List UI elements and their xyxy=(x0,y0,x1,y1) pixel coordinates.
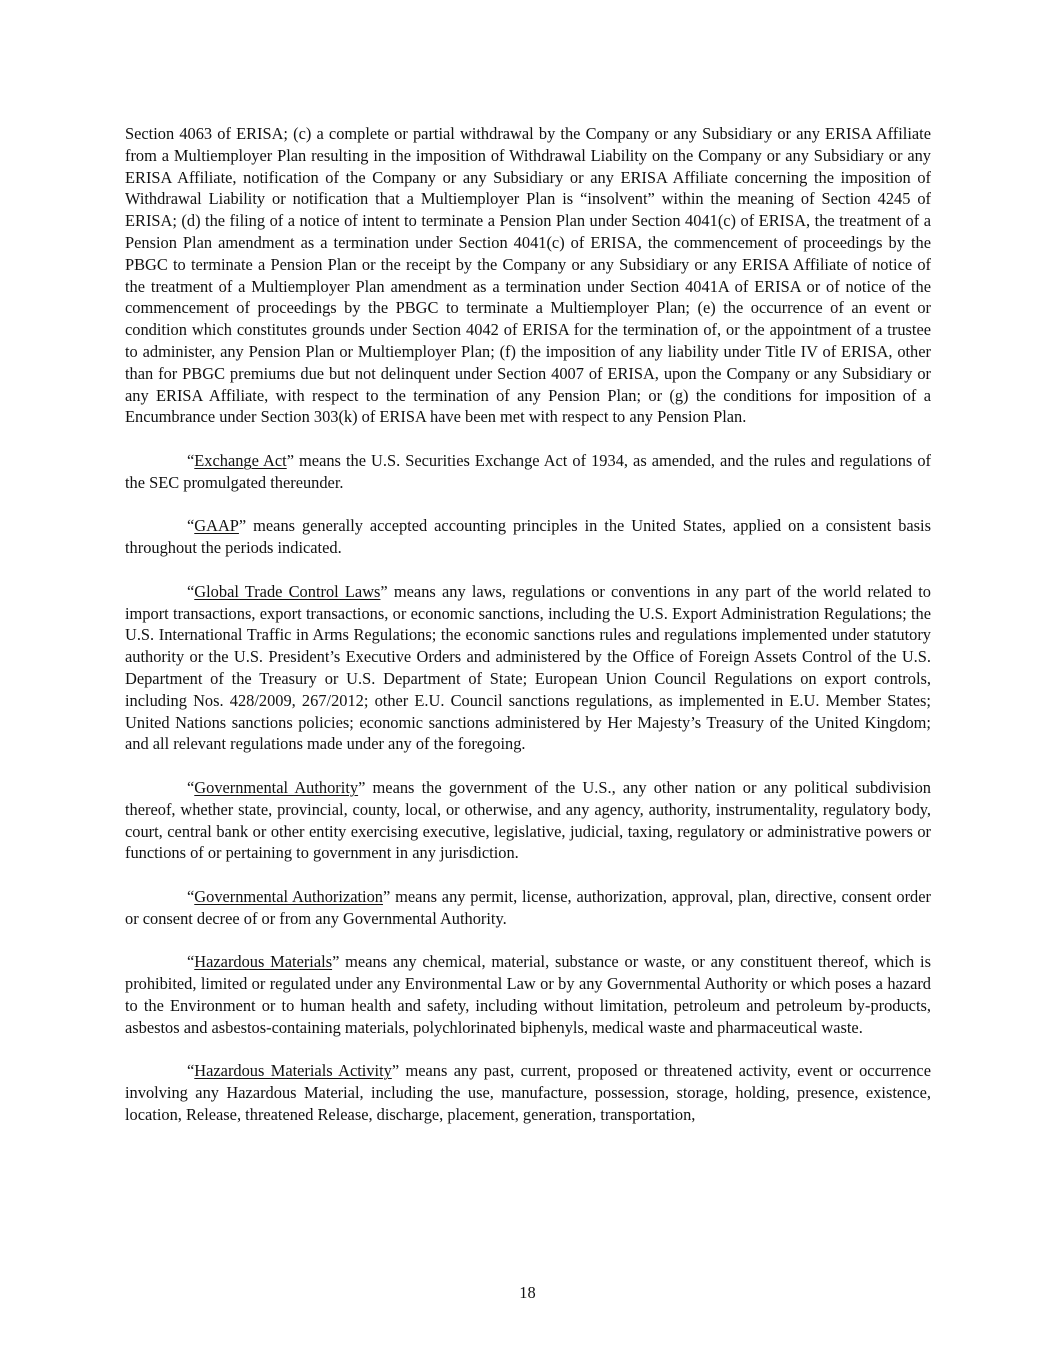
open-quote: “ xyxy=(187,450,195,470)
definition-text: means the government of the U.S., any other nation or any political subdivision thereof, whether state, provincial, county, local, or otherwise, and any agency, authority, instrumentality, regulatory body, court, central bank or other entity exercising executive, legislative, judicial, taxing, regulatory or administrative powers or functions of or pertaining to government in any jurisdiction. xyxy=(125,777,931,863)
defined-term: GAAP xyxy=(194,516,239,536)
close-quote: ” xyxy=(391,1061,400,1081)
definition-governmental-authorization xyxy=(125,886,931,930)
definition-hazardous-materials xyxy=(125,951,931,1038)
definition-governmental-authority xyxy=(125,777,931,864)
definition-gaap xyxy=(125,515,931,559)
close-quote: ” xyxy=(358,777,366,797)
open-quote: “ xyxy=(187,886,195,906)
definition-global-trade-control-laws xyxy=(125,581,931,755)
definition-text: means any laws, regulations or conventions in any part of the world related to import transactions, export transactions, or economic sanctions, including the U.S. Export Administration Regulations; the U.S. International Traffic in Arms Regulations; the economic sanctions rules and regulations implemented under statutory authority or the U.S. President’s Executive Orders and administered by the Office of Foreign Assets Control of the U.S. Department of the Treasury or U.S. Department of State; European Union Council Regulations on export controls, including Nos. 428/2009, 267/2012; other E.U. Council sanctions regulations, as implemented in E.U. Member States; United Nations sanctions policies; economic sanctions administered by Her Majesty’s Treasury of the United Kingdom; and all relevant regulations made under any of the foregoing. xyxy=(125,581,931,754)
open-quote: “ xyxy=(187,516,195,536)
defined-term: Exchange Act xyxy=(194,450,287,470)
definition-text: means any permit, license, authorization, approval, plan, directive, consent order or consent decree of or from any Governmental Authority. xyxy=(125,886,931,928)
definition-text: means the U.S. Securities Exchange Act of 1934, as amended, and the rules and regulations of the SEC promulgated thereunder. xyxy=(125,450,931,492)
definition-text: means generally accepted accounting principles in the United States, applied on a consistent basis throughout the periods indicated. xyxy=(125,516,931,558)
close-quote: ” xyxy=(238,516,247,536)
definition-text: means any chemical, material, substance or waste, or any constituent thereof, which is prohibited, limited or regulated under any Environmental Law or by any Governmental Authority or which poses a hazard to the Environment or to human health and safety, including without limitation, petroleum and petroleum by-products, asbestos and asbestos-containing materials, polychlorinated biphenyls, medical waste and pharmaceutical waste. xyxy=(125,952,931,1037)
close-quote: ” xyxy=(332,952,340,972)
close-quote: ” xyxy=(286,450,294,470)
defined-term: Governmental Authority xyxy=(194,777,359,797)
continuation-paragraph: Section 4063 of ERISA; (c) a complete or partial withdrawal by the Company or any Subsidiary or any ERISA Affiliate from a Multiemployer Plan resulting in the imposition of Withdrawal Liability on the Company or any Subsidiary or any ERISA Affiliate, notification of the Company or any Subsidiary or any ERISA Affiliate concerning the imposition of Withdrawal Liability or notification that a Multiemployer Plan is “insolvent” within the meaning of Section 4245 of ERISA; (d) the filing of a notice of intent to terminate a Pension Plan under Section 4041(c) of ERISA, the treatment of a Pension Plan amendment as a termination under Section 4041(c) of ERISA, the commencement of proceedings by the PBGC to terminate a Pension Plan or the receipt by the Company or any Subsidiary or any ERISA Affiliate of notice of the treatment of a Multiemployer Plan amendment as a termination under Section 4041A of ERISA or of notice of the commencement of proceedings by the PBGC to terminate a Multiemployer Plan; (e) the occurrence of an event or condition which constitutes grounds under Section 4042 of ERISA for the termination of, or the appointment of a trustee to administer, any Pension Plan or Multiemployer Plan; (f) the imposition of any liability under Title IV of ERISA, other than for PBGC premiums due but not delinquent under Section 4007 of ERISA, upon the Company or any Subsidiary or any ERISA Affiliate, with respect to the termination of any Pension Plan; or (g) the conditions for imposition of a Encumbrance under Section 303(k) of ERISA have been met with respect to any Pension Plan. xyxy=(125,124,931,427)
definition-hazardous-materials-activity xyxy=(125,1060,931,1125)
document-page xyxy=(125,123,931,1147)
defined-term: Global Trade Control Laws xyxy=(194,581,381,601)
page-number: 18 xyxy=(519,1283,536,1302)
close-quote: ” xyxy=(380,581,388,601)
open-quote: “ xyxy=(187,1061,195,1081)
definition-text: means any past, current, proposed or threatened activity, event or occurrence involving any Hazardous Material, including the use, manufacture, possession, storage, holding, presence, existence, location, Release, threatened Release, discharge, placement, generation, transportation, xyxy=(125,1061,931,1124)
definition-exchange-act xyxy=(125,450,931,494)
defined-term: Hazardous Materials xyxy=(194,952,333,972)
open-quote: “ xyxy=(187,777,195,797)
close-quote: ” xyxy=(383,886,391,906)
open-quote: “ xyxy=(187,952,195,972)
open-quote: “ xyxy=(187,581,195,601)
defined-term: Governmental Authorization xyxy=(194,886,383,906)
defined-term: Hazardous Materials Activity xyxy=(194,1061,392,1081)
